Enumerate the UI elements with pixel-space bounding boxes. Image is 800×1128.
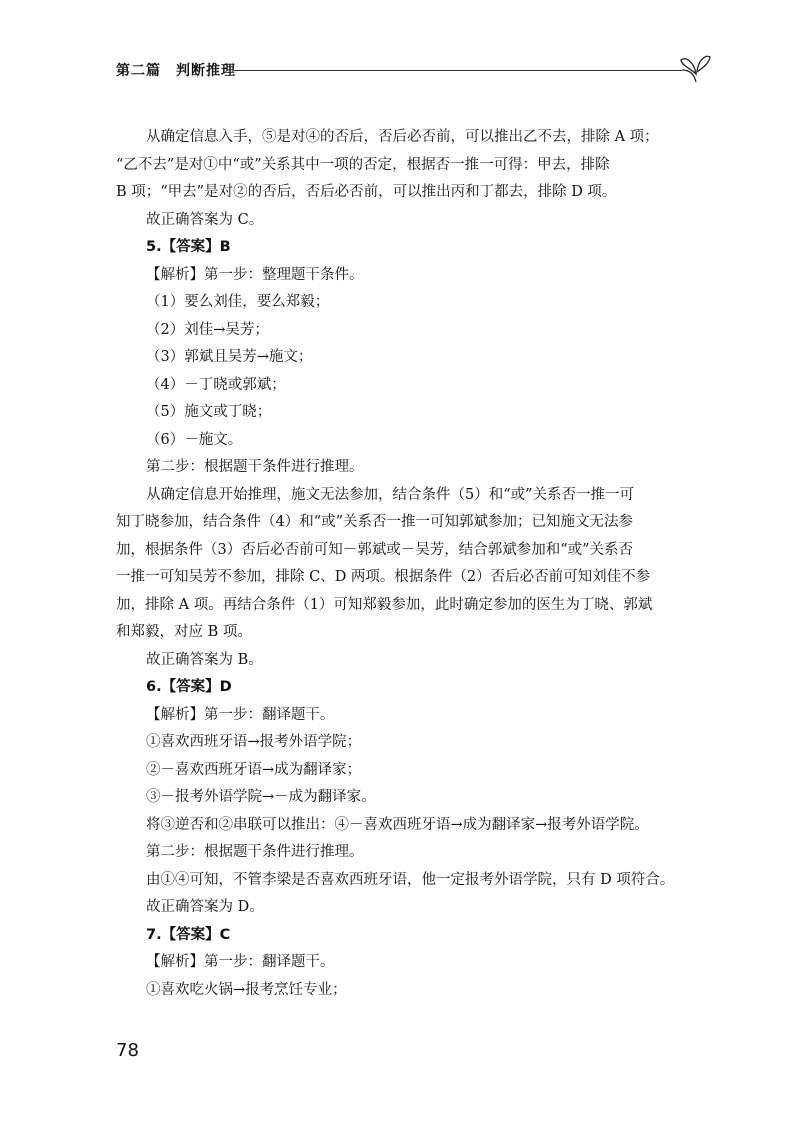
answer-line: 5.【答案】B [146, 239, 231, 255]
text-line: 将③逆否和②串联可以推出：④－喜欢西班牙语→成为翻译家→报考外语学院。 [146, 816, 649, 833]
text-line: B 项；“甲去”是对②的否后，否后必否前，可以推出丙和丁都去，排除 D 项。 [116, 184, 617, 200]
text-line: 故正确答案为 D。 [146, 899, 264, 915]
page-number: 78 [116, 1040, 139, 1061]
condition-line: （6）－施文。 [146, 431, 243, 448]
sprout-icon [678, 52, 712, 82]
header-rule [234, 70, 682, 71]
analysis-line: 【解析】第一步：整理题干条件。 [146, 266, 364, 283]
answer-line: 7.【答案】C [146, 926, 231, 943]
text-line: 故正确答案为 B。 [146, 651, 263, 668]
condition-line: （4）－丁晓或郭斌； [146, 376, 286, 393]
text-line: 从确定信息入手，⑤是对④的否后，否后必否前，可以推出乙不去，排除 A 项； [146, 129, 659, 145]
text-line: 由①④可知，不管李梁是否喜欢西班牙语，他一定报考外语学院，只有 D 项符合。 [146, 871, 675, 888]
text-line: 一推一可知吴芳不参加，排除 C、D 两项。根据条件（2）否后必否前可知刘佳不参 [116, 569, 651, 585]
condition-line: ①喜欢西班牙语→报考外语学院； [146, 734, 362, 750]
header-title: 第二篇 判断推理 [116, 63, 236, 79]
text-line: 故正确答案为 C。 [146, 211, 264, 228]
text-line: 第二步：根据题干条件进行推理。 [146, 844, 364, 860]
condition-line: ②－喜欢西班牙语→成为翻译家； [146, 761, 362, 778]
text-line: 第二步：根据题干条件进行推理。 [146, 459, 364, 475]
answer-line: 6.【答案】D [146, 679, 232, 695]
analysis-line: 【解析】第一步：翻译题干。 [146, 954, 335, 970]
condition-line: （3）郭斌且吴芳→施文； [146, 349, 313, 365]
text-line: 和郑毅，对应 B 项。 [116, 624, 252, 640]
condition-line: （1）要么刘佳，要么郑毅； [146, 294, 330, 310]
text-line: 加，排除 A 项。再结合条件（1）可知郑毅参加，此时确定参加的医生为丁晓、郭斌 [116, 596, 653, 613]
text-line: 知丁晓参加，结合条件（4）和“或”关系否一推一可知郭斌参加；已知施文无法参 [116, 514, 634, 530]
text-line: “乙不去”是对①中“或”关系其中一项的否定，根据否一推一可得：甲去，排除 [116, 156, 610, 173]
text-line: 加，根据条件（3）否后必否前可知－郭斌或－吴芳，结合郭斌参加和“或”关系否 [116, 541, 634, 558]
condition-line: （2）刘佳→吴芳； [146, 321, 269, 338]
condition-line: （5）施文或丁晓； [146, 404, 272, 420]
condition-line: ③－报考外语学院→－成为翻译家。 [146, 789, 376, 805]
condition-line: ①喜欢吃火锅→报考烹饪专业； [146, 981, 347, 998]
analysis-line: 【解析】第一步：翻译题干。 [146, 706, 335, 723]
running-header [116, 56, 706, 86]
body-text [116, 124, 710, 1004]
text-line: 从确定信息开始推理，施文无法参加，结合条件（5）和“或”关系否一推一可 [146, 486, 635, 503]
